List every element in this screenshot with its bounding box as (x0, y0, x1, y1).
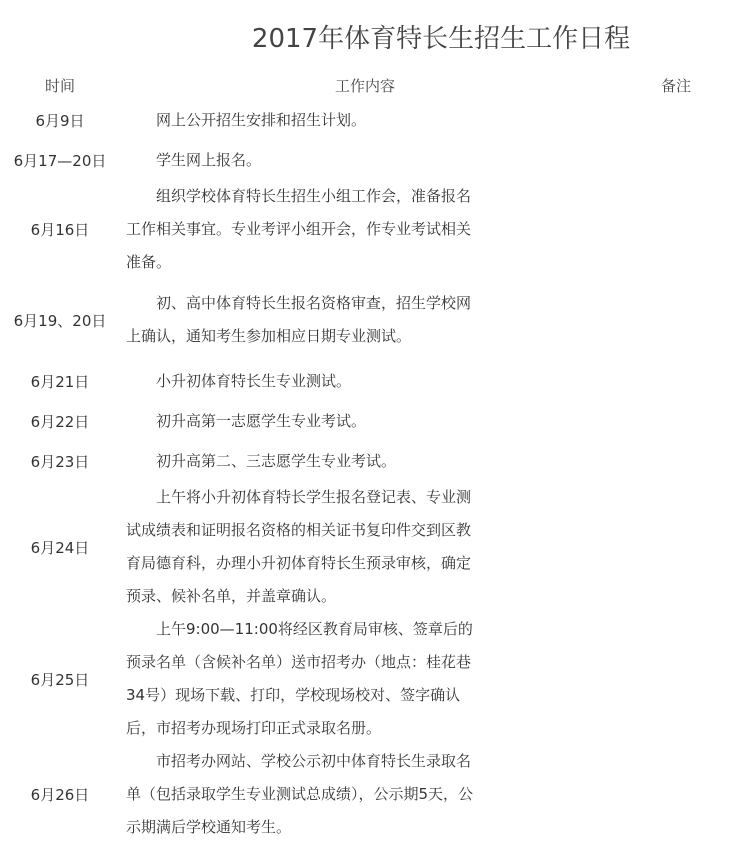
row-date: 6月24日 (30, 538, 90, 557)
row-content (120, 180, 610, 279)
page-title: 2017年体育特长生招生工作日程 (251, 24, 631, 54)
row-date: 6月16日 (30, 221, 90, 239)
row-content-text: 上午将小升初体育特长学生报名登记表、专业测试成绩表和证明报名资格的相关证书复印件交到区教育局德育科，办理小升初体育特长生预录审核，确定预录、候补名单，并盖章确认。 (126, 488, 472, 605)
row-content-text: 市招考办网站、学校公示初中体育特长生录取名单（包括录取学生专业测试总成绩），公示期5天，公示期满后学校通知考生。 (126, 752, 474, 836)
row-content-text: 初升高第二、三志愿学生专业考试。 (156, 451, 397, 470)
row-content (120, 361, 610, 401)
table-row (0, 745, 742, 844)
header-date: 时间 (44, 76, 75, 95)
row-date: 6月25日 (30, 670, 90, 689)
row-content (120, 279, 610, 361)
row-content (120, 401, 610, 441)
table-row (0, 279, 742, 361)
row-note (610, 361, 742, 401)
row-content-text: 小升初体育特长生专业测试。 (156, 371, 352, 390)
row-content (120, 100, 610, 140)
row-content-text: 上午9:00—11:00将经区教育局审核、签章后的预录名单（含候补名单）送市招考办（地点：桂花巷34号）现场下载、打印，学校现场校对、签字确认后，市招考办现场打印正式录取名册。 (126, 620, 473, 737)
row-note (610, 100, 742, 140)
header-note: 备注 (660, 76, 691, 95)
row-content (120, 613, 610, 745)
row-date: 6月22日 (30, 412, 90, 431)
row-note (610, 401, 742, 441)
row-content (120, 441, 610, 481)
row-note (610, 613, 742, 745)
row-note (610, 180, 742, 279)
row-content (120, 481, 610, 613)
schedule-table (0, 70, 742, 844)
header-content: 工作内容 (334, 76, 395, 95)
table-row (0, 140, 742, 180)
table-row (0, 401, 742, 441)
table-row (0, 180, 742, 279)
row-content-text: 学生网上报名。 (156, 150, 262, 169)
row-content (120, 140, 610, 180)
row-content-text: 初、高中体育特长生报名资格审查，招生学校网上确认，通知考生参加相应日期专业测试。 (126, 294, 472, 345)
table-row (0, 441, 742, 481)
row-date: 6月17—20日 (13, 151, 107, 170)
row-note (610, 140, 742, 180)
row-content-text: 组织学校体育特长生招生小组工作会，准备报名工作相关事宜。专业考评小组开会，作专业考试相关准备。 (126, 187, 472, 271)
row-date: 6月21日 (30, 372, 90, 391)
table-row (0, 613, 742, 745)
row-content-text: 网上公开招生安排和招生计划。 (156, 110, 367, 129)
row-date: 6月19、20日 (13, 311, 107, 330)
table-row (0, 100, 742, 140)
table-row (0, 361, 742, 401)
row-content-text: 初升高第一志愿学生专业考试。 (156, 411, 367, 430)
row-note (610, 279, 742, 361)
row-note (610, 441, 742, 481)
row-note (610, 481, 742, 613)
row-date: 6月23日 (30, 452, 90, 471)
row-date: 6月26日 (30, 786, 90, 804)
row-note (610, 745, 742, 844)
table-row (0, 481, 742, 613)
row-date: 6月9日 (35, 111, 85, 130)
row-content (120, 745, 610, 844)
table-header-row (0, 70, 742, 100)
